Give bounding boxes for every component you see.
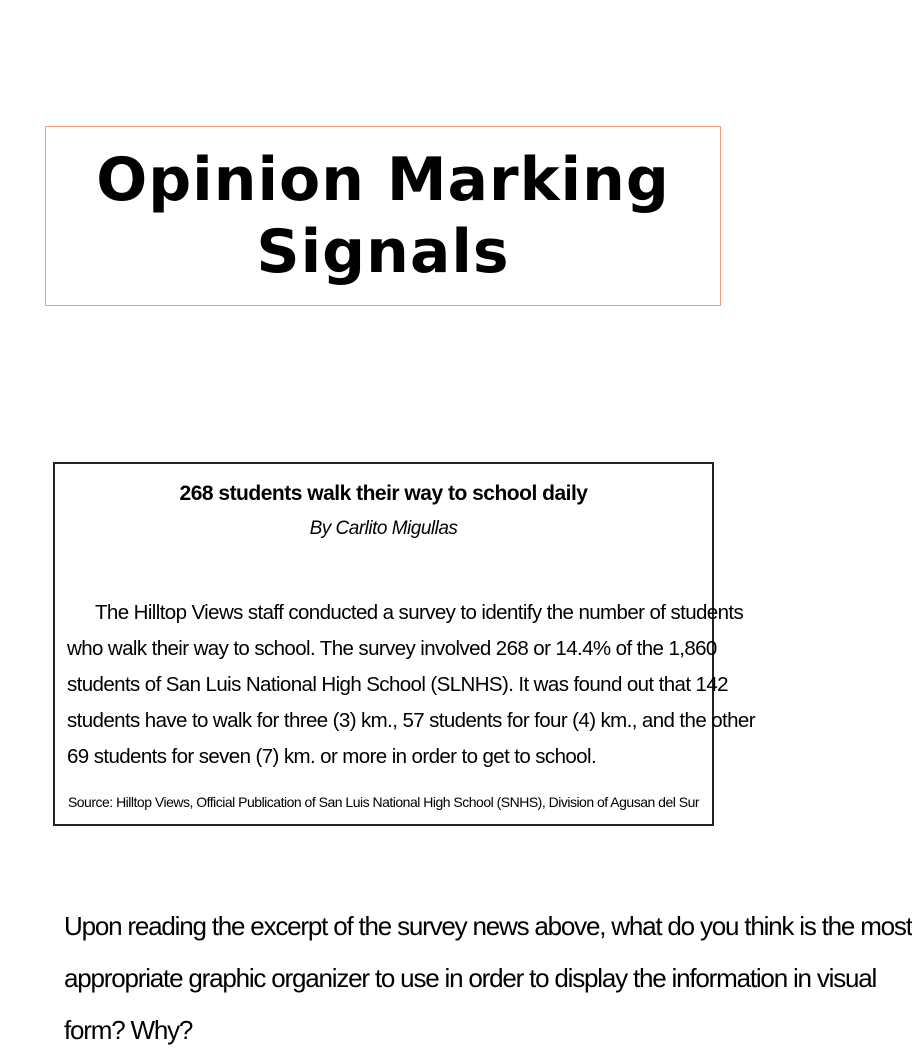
article-excerpt bbox=[53, 462, 755, 826]
article-body-line: 69 students for seven (7) km. or more in order to get to school. bbox=[67, 745, 597, 768]
question-line: form? Why? bbox=[64, 1015, 193, 1045]
article-source: Source: Hilltop Views, Official Publication of San Luis National High School (SNHS), Division of Agusan del Sur bbox=[67, 794, 700, 810]
slide-title-line-1: Opinion Marking bbox=[96, 145, 670, 215]
article-byline: By Carlito Migullas bbox=[309, 518, 458, 539]
article-body-line: The Hilltop Views staff conducted a survey to identify the number of students bbox=[95, 601, 744, 624]
question-text bbox=[64, 900, 912, 1056]
question-line: Upon reading the excerpt of the survey news above, what do you think is the most bbox=[64, 911, 912, 941]
article-body-line: students have to walk for three (3) km., 57 students for four (4) km., and the other bbox=[67, 709, 755, 732]
title-box bbox=[45, 126, 721, 306]
slide-title-line-2: Signals bbox=[256, 217, 510, 287]
question-line: appropriate graphic organizer to use in order to display the information in visual bbox=[64, 963, 877, 993]
article-headline: 268 students walk their way to school daily bbox=[179, 482, 588, 505]
article-body-line: who walk their way to school. The survey involved 268 or 14.4% of the 1,860 bbox=[67, 637, 717, 660]
article-body bbox=[67, 595, 755, 775]
article-body-line: students of San Luis National High School (SLNHS). It was found out that 142 bbox=[67, 673, 728, 696]
